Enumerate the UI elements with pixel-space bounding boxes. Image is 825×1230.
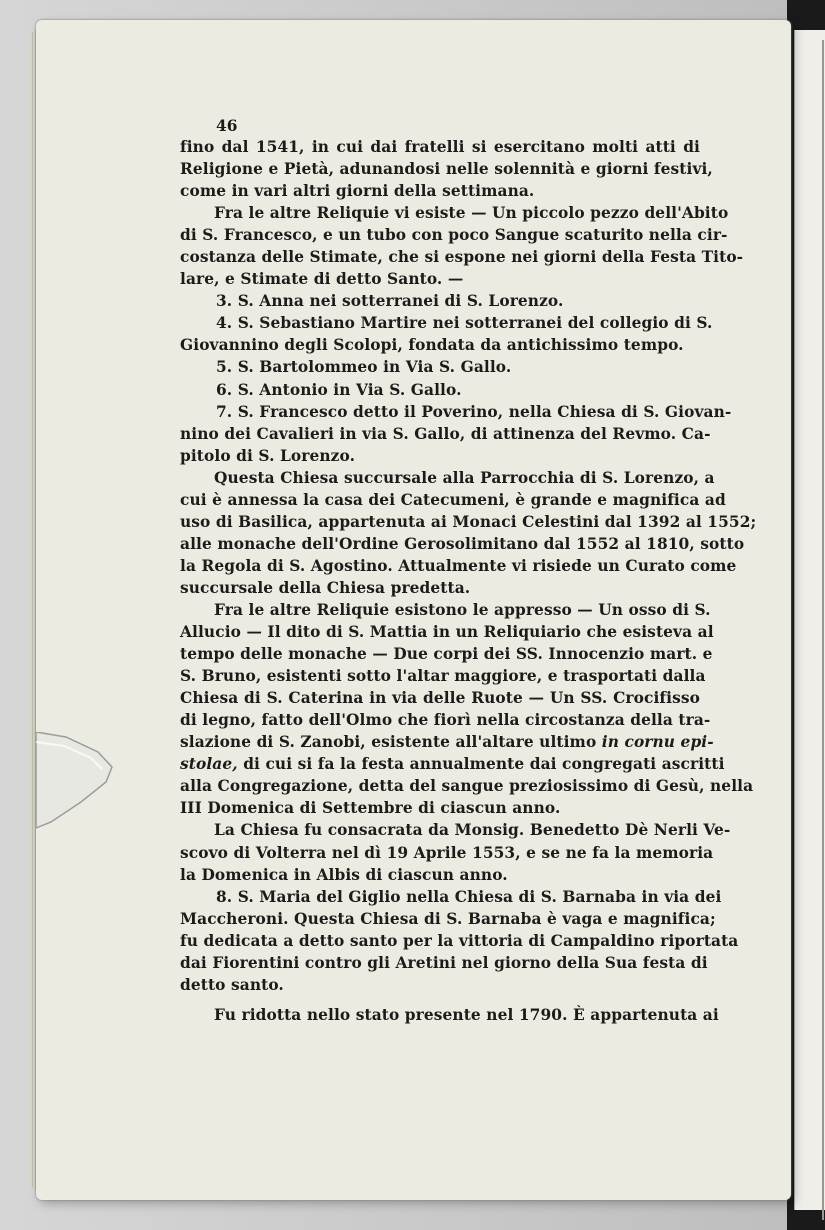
text-line: 8. S. Maria del Giglio nella Chiesa di S. Barnaba in via dei — [216, 887, 722, 906]
text-line: alle monache dell'Ordine Gerosolimitano dal 1552 al 1810, sotto — [180, 534, 745, 553]
text-line: la Domenica in Albis di ciascun anno. — [180, 865, 508, 884]
binding-spine — [822, 40, 824, 1220]
text-line: Fra le altre Reliquie esistono le appresso — Un osso di S. — [214, 600, 711, 619]
bookmark-tab-icon — [36, 732, 116, 852]
text-line-part: di cui si fa la festa annualmente dai congregati ascritti — [243, 755, 725, 774]
text-line: lare, e Stimate di detto Santo. — — [180, 270, 464, 289]
text-line — [180, 731, 714, 753]
text-line: succursale della Chiesa predetta. — [180, 578, 471, 597]
facing-page-edge — [794, 30, 825, 1210]
text-line: 4. S. Sebastiano Martire nei sotterranei del collegio di S. — [216, 314, 713, 333]
text-line-part: slazione di S. Zanobi, esistente all'altare ultimo — [180, 733, 597, 752]
text-line: tempo delle monache — Due corpi dei SS. Innocenzio mart. e — [180, 645, 713, 664]
text-line: III Domenica di Settembre di ciascun anno. — [180, 799, 561, 818]
text-line: S. Bruno, esistenti sotto l'altar maggiore, e trasportati dalla — [180, 667, 706, 686]
text-line: Allucio — Il dito di S. Mattia in un Reliquiario che esisteva al — [180, 623, 714, 642]
text-line: la Regola di S. Agostino. Attualmente vi risiede un Curato come — [180, 556, 737, 575]
italic-phrase: in cornu epi- — [601, 733, 714, 752]
text-line: 7. S. Francesco detto il Poverino, nella Chiesa di S. Giovan- — [216, 402, 732, 421]
text-line: di S. Francesco, e un tubo con poco Sangue scaturito nella cir- — [180, 226, 728, 245]
text-line: detto santo. — [180, 975, 284, 994]
text-line: 5. S. Bartolommeo in Via S. Gallo. — [216, 358, 512, 377]
text-line: costanza delle Stimate, che si espone nei giorni della Festa Tito- — [180, 248, 744, 267]
text-line: fu dedicata a detto santo per la vittoria di Campaldino riportata — [180, 931, 739, 950]
text-line: scovo di Volterra nel dì 19 Aprile 1553, e se ne fa la memoria — [180, 843, 714, 862]
text-line: 3. S. Anna nei sotterranei di S. Lorenzo. — [216, 292, 564, 311]
text-line: Religione e Pietà, adunandosi nelle solennità e giorni festivi, — [180, 160, 713, 179]
text-line: Questa Chiesa succursale alla Parrocchia di S. Lorenzo, a — [214, 468, 715, 487]
text-line: nino dei Cavalieri in via S. Gallo, di attinenza del Revmo. Ca- — [180, 424, 711, 443]
text-line: Chiesa di S. Caterina in via delle Ruote — Un SS. Crocifisso — [180, 689, 700, 708]
page-text — [180, 116, 757, 1026]
text-line: Fu ridotta nello stato presente nel 1790. È appartenuta ai — [214, 1005, 719, 1024]
text-line: 6. S. Antonio in Via S. Gallo. — [216, 380, 462, 399]
page-number: 46 — [216, 117, 238, 135]
text-line: uso di Basilica, appartenuta ai Monaci Celestini dal 1392 al 1552; — [180, 512, 757, 531]
italic-phrase: stolae, — [180, 755, 238, 774]
text-line: come in vari altri giorni della settimana. — [180, 182, 535, 201]
text-line: cui è annessa la casa dei Catecumeni, è grande e magnifica ad — [180, 490, 726, 509]
text-line: Fra le altre Reliquie vi esiste — Un piccolo pezzo dell'Abito — [214, 204, 729, 223]
text-line — [180, 753, 725, 775]
text-line: dai Fiorentini contro gli Aretini nel giorno della Sua festa di — [180, 953, 708, 972]
text-line: Giovannino degli Scolopi, fondata da antichissimo tempo. — [180, 336, 684, 355]
text-line: Maccheroni. Questa Chiesa di S. Barnaba è vaga e magnifica; — [180, 909, 716, 928]
text-line: La Chiesa fu consacrata da Monsig. Benedetto Dè Nerli Ve- — [214, 821, 731, 840]
text-line: pitolo di S. Lorenzo. — [180, 446, 356, 465]
text-line: alla Congregazione, detta del sangue preziosissimo di Gesù, nella — [180, 777, 754, 796]
text-line: fino dal 1541, in cui dai fratelli si esercitano molti atti di — [180, 138, 700, 156]
text-line: di legno, fatto dell'Olmo che fiorì nella circostanza della tra- — [180, 711, 711, 730]
